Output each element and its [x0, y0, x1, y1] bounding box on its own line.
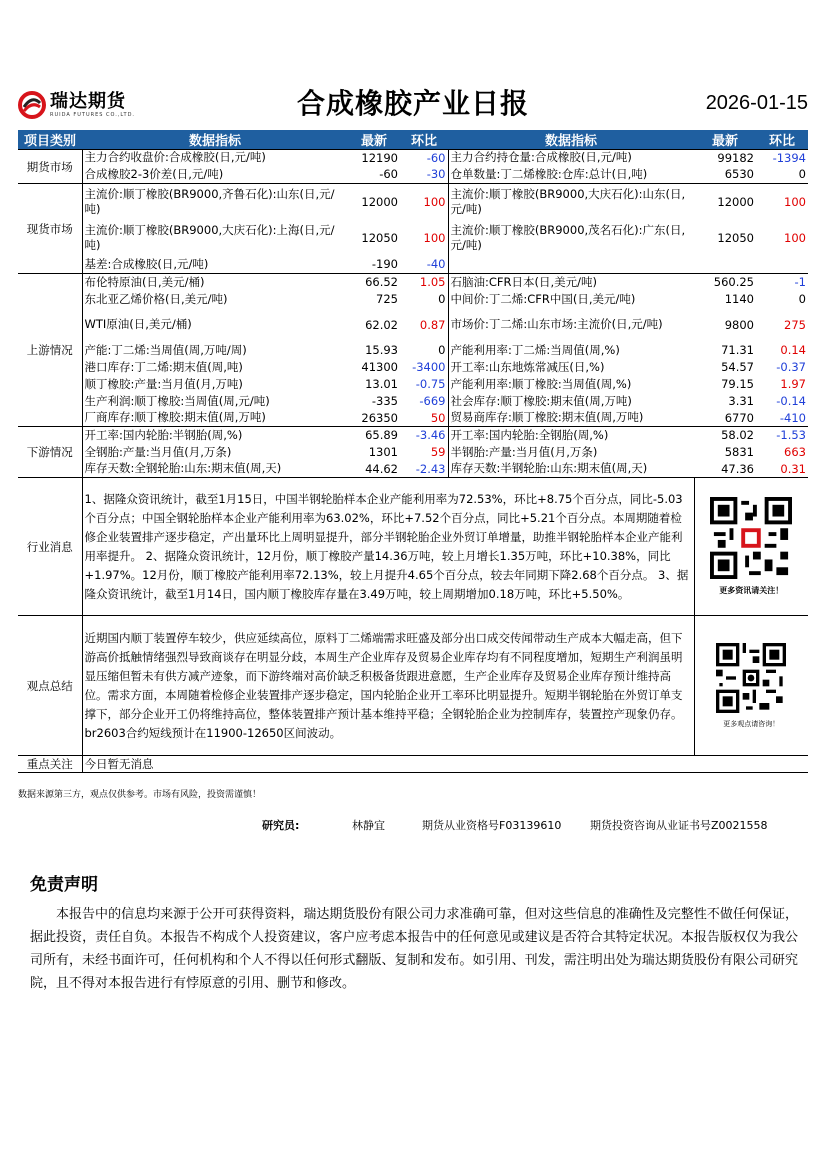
table-row [18, 756, 808, 773]
report-header [18, 82, 808, 124]
indicator-name: 主流价:顺丁橡胶(BR9000,大庆石化):山东(日,元/吨) [448, 184, 694, 220]
indicator-name: 基差:合成橡胶(日,元/吨) [84, 256, 209, 271]
change-value: -410 [779, 410, 806, 425]
section-label-upstream: 上游情况 [18, 274, 82, 427]
latest-value: 71.31 [721, 343, 754, 357]
indicator-name: 全钢胎:产量:当月值(月,万条) [84, 444, 232, 459]
latest-value: -335 [371, 394, 398, 408]
data-source-note: 数据来源第三方，观点仅供参考。市场有风险，投资需谨慎！ [18, 790, 262, 800]
indicator-name: 港口库存:丁二烯:期末值(周,吨) [84, 359, 243, 374]
table-row [18, 461, 808, 478]
change-value: 0 [400, 291, 448, 308]
researcher-label: 研究员: [262, 819, 300, 832]
latest-value: 54.57 [721, 360, 754, 374]
indicator-name: 市场价:丁二烯:山东市场:主流价(日,元/吨) [450, 317, 663, 331]
table-row [18, 291, 808, 308]
indicator-name: 顺丁橡胶:产量:当月值(月,万吨) [84, 376, 243, 391]
latest-value: 560.25 [694, 274, 756, 291]
report-title: 合成橡胶产业日报 [296, 87, 529, 120]
section-label-focus: 重点关注 [18, 756, 82, 773]
change-value: -3.46 [400, 427, 448, 444]
report-date: 2026-01-15 [705, 92, 808, 114]
researcher-name: 林静宜 [352, 819, 385, 832]
latest-value: -190 [371, 257, 398, 272]
change-value: 100 [400, 184, 448, 220]
indicator-name: 产能利用率:顺丁橡胶:当周值(周,%) [450, 376, 632, 391]
indicator-name: 贸易商库存:顺丁橡胶:期末值(周,万吨) [450, 410, 644, 425]
latest-value: 3.31 [728, 394, 754, 408]
logo-english-name: RUIDA FUTURES CO.,LTD. [50, 112, 136, 118]
latest-value: 12050 [717, 230, 754, 245]
latest-value: 44.62 [365, 461, 398, 476]
data-table [18, 130, 808, 773]
latest-value: 6530 [724, 167, 754, 182]
qr-caption-1: 更多资讯请关注！ [719, 586, 784, 595]
indicator-name: 社会库存:顺丁橡胶:期末值(周,万吨) [450, 393, 632, 408]
disclaimer-body: 本报告中的信息均来源于公开可获得资料，瑞达期货股份有限公司力求准确可靠，但对这些信息的准确性及完整性不做任何保证，据此投资，责任自负。本报告不构成个人投资建议，客户应考虑本报告中的任何意见或建议是否符合其特定状况。本报告版权仅为我公司所有，未经书面许可，任何机构和个人不得以任何形式翻版、复制和发布。如引用、刊发，需注明出处为瑞达期货股份有限公司研究院，且不得对本报告进行有悖原意的引用、删节和修改。 [30, 907, 798, 991]
change-value: 0 [798, 167, 806, 182]
latest-value: 12190 [348, 150, 400, 166]
table-row [18, 359, 808, 376]
table-row [18, 150, 808, 166]
change-value: 0.14 [780, 343, 806, 357]
section-label-view: 观点总结 [18, 616, 82, 756]
change-value: -1.53 [756, 427, 808, 444]
change-value: 100 [400, 220, 448, 256]
view-summary-text: 近期国内顺丁装置停车较少，供应延续高位，原料丁二烯端需求旺盛及部分出口成交传闻带动生产成本大幅走高，但下游高价抵触情绪强烈导致商谈存在明显分歧，本周生产企业库存及贸易企业库存均有不同程度增加，短期生产利润虽明显压缩但暂未有供方减产迹象，而下游终端对高价缺乏积极备货跟进意愿，生产企业库存及贸易企业库存预计维持高位。需求方面，本周随着检修企业装置排产逐步稳定，国内轮胎企业开工率环比明显提升。短期半钢轮胎在外贸订单支撑下，部分企业开工仍将维持高位，整体装置排产预计基本维持平稳；全钢轮胎企业为控制库存，装置控产现象仍存。br2603合约短线预计在11900-12650区间波动。 [82, 616, 694, 756]
latest-value: 1140 [724, 292, 754, 306]
indicator-name: 主流价:顺丁橡胶(BR9000,茂名石化):广东(日,元/吨) [450, 222, 686, 252]
latest-value: 12000 [694, 184, 756, 220]
indicator-name: 开工率:国内轮胎:全钢胎(周,%) [448, 427, 694, 444]
change-value: -0.75 [400, 376, 448, 393]
header-change: 环比 [400, 130, 448, 150]
latest-value: 41300 [361, 360, 398, 374]
table-row [18, 616, 808, 756]
change-value: 0 [400, 342, 448, 359]
latest-value: 62.02 [365, 317, 398, 332]
change-value: 275 [784, 317, 806, 332]
qr-code-1 [694, 478, 808, 616]
indicator-name: 产能:丁二烯:当周值(周,万吨/周) [84, 342, 247, 357]
latest-value: -60 [379, 167, 398, 182]
latest-value: 13.01 [365, 377, 398, 391]
header-change: 环比 [756, 130, 808, 150]
change-value: -669 [400, 393, 448, 410]
indicator-name: 产能利用率:丁二烯:当周值(周,%) [450, 342, 620, 357]
qr-code-icon [710, 497, 792, 579]
logo-chinese-name: 瑞达期货 [50, 91, 126, 112]
license-number-1: 期货从业资格号F03139610 [422, 819, 562, 832]
change-value: 59 [400, 444, 448, 461]
change-value: 100 [756, 184, 808, 220]
latest-value: 1301 [368, 445, 398, 459]
researcher-info [262, 817, 768, 833]
indicator-name: 主流价:顺丁橡胶(BR9000,大庆石化):上海(日,元/吨) [84, 222, 335, 252]
latest-value: 65.89 [348, 427, 400, 444]
header-indicator: 数据指标 [82, 130, 348, 150]
latest-value: 725 [376, 292, 398, 306]
latest-value: 9800 [724, 317, 754, 332]
latest-value: 26350 [361, 410, 398, 425]
table-row [18, 444, 808, 461]
change-value: 0.87 [400, 308, 448, 342]
latest-value: 12000 [348, 184, 400, 220]
table-row [18, 274, 808, 291]
change-value: -2.43 [400, 461, 448, 478]
latest-value: 47.36 [721, 461, 754, 476]
table-row [18, 220, 808, 256]
indicator-name: 东北亚乙烯价格(日,美元/吨) [84, 291, 228, 306]
indicator-name: 主流价:顺丁橡胶(BR9000,齐鲁石化):山东(日,元/吨) [82, 184, 348, 220]
indicator-name: WTI原油(日,美元/桶) [84, 317, 192, 331]
table-row [18, 342, 808, 359]
header-category: 项目类别 [18, 130, 82, 150]
table-row [18, 410, 808, 427]
header-latest: 最新 [348, 130, 400, 150]
indicator-name: 开工率:山东地炼常减压(日,%) [450, 359, 605, 374]
change-value: -1 [756, 274, 808, 291]
latest-value: 6770 [724, 410, 754, 425]
change-value: -1394 [756, 150, 808, 166]
indicator-name: 主力合约收盘价:合成橡胶(日,元/吨) [82, 150, 348, 166]
indicator-name: 库存天数:全钢轮胎:山东:期末值(周,天) [84, 461, 282, 476]
latest-value: 79.15 [721, 377, 754, 391]
indicator-name: 石脑油:CFR日本(日,美元/吨) [448, 274, 694, 291]
latest-value: 99182 [694, 150, 756, 166]
table-row [18, 256, 808, 274]
change-value: 1.97 [780, 377, 806, 391]
change-value: 0 [798, 292, 806, 306]
change-value: 663 [784, 445, 806, 459]
indicator-name: 生产利润:顺丁橡胶:当周值(周,元/吨) [84, 393, 270, 408]
change-value: 50 [400, 410, 448, 427]
change-value: -3400 [400, 359, 448, 376]
latest-value: 5831 [724, 445, 754, 459]
change-value: -0.37 [776, 360, 806, 374]
table-row [18, 376, 808, 393]
change-value: -60 [400, 150, 448, 166]
indicator-name: 中间价:丁二烯:CFR中国(日,美元/吨) [450, 291, 636, 306]
indicator-name: 半钢胎:产量:当月值(月,万条) [450, 444, 598, 459]
change-value: 0.31 [780, 461, 806, 476]
indicator-name: 主力合约持仓量:合成橡胶(日,元/吨) [448, 150, 694, 166]
section-label-downstream: 下游情况 [18, 427, 82, 478]
change-value: -40 [400, 256, 448, 274]
indicator-name: 厂商库存:顺丁橡胶:期末值(周,万吨) [84, 410, 266, 425]
table-row [18, 166, 808, 184]
header-indicator: 数据指标 [448, 130, 694, 150]
table-row [18, 393, 808, 410]
industry-news-text: 1、据隆众资讯统计，截至1月15日，中国半钢轮胎样本企业产能利用率为72.53%，环比+8.75个百分点，同比-5.03个百分点；中国全钢轮胎样本企业产能利用率为63.02%，环比+7.52个百分点，同比+5.21个百分点。本周期随着检修企业装置排产逐步稳定，产出量环比上周明显提升，部分半钢轮胎企业外贸订单增量，助推半钢轮胎样本企业产能利用率提升。 2、据隆众资讯统计，12月份，顺丁橡胶产量14.36万吨，较上月增长1.35万吨，环比+10.38%，同比+1.97%。12月份，顺丁橡胶产能利用率72.13%，较上月提升4.65个百分点，较去年同期下降2.68个百分点。 3、据隆众资讯统计，截至1月14日，国内顺丁橡胶库存量在3.49万吨，较上周期增加0.18万吨，环比+5.50%。 [82, 478, 694, 616]
disclaimer-title: 免责声明 [30, 875, 98, 895]
qr-code-icon [716, 643, 786, 713]
section-label-futures: 期货市场 [18, 150, 82, 184]
change-value: 100 [784, 230, 806, 245]
indicator-name: 库存天数:半钢轮胎:山东:期末值(周,天) [450, 461, 648, 476]
section-label-spot: 现货市场 [18, 184, 82, 274]
latest-value: 12050 [361, 230, 398, 245]
latest-value: 58.02 [694, 427, 756, 444]
indicator-name: 开工率:国内轮胎:半钢胎(周,%) [82, 427, 348, 444]
table-row [18, 184, 808, 220]
indicator-name: 布伦特原油(日,美元/桶) [82, 274, 348, 291]
focus-text: 今日暂无消息 [82, 756, 808, 773]
header-latest: 最新 [694, 130, 756, 150]
latest-value: 15.93 [365, 343, 398, 357]
change-value: -0.14 [776, 394, 806, 408]
license-number-2: 期货投资咨询从业证书号Z0021558 [590, 819, 768, 832]
table-row [18, 308, 808, 342]
section-label-news: 行业消息 [18, 478, 82, 616]
table-row [18, 478, 808, 616]
indicator-name: 仓单数量:丁二烯橡胶:仓库:总计(日,吨) [450, 166, 648, 181]
change-value: 1.05 [400, 274, 448, 291]
latest-value: 66.52 [348, 274, 400, 291]
change-value: -30 [400, 166, 448, 184]
indicator-name: 合成橡胶2-3价差(日,元/吨) [84, 166, 224, 181]
table-row [18, 427, 808, 444]
table-header-row [18, 130, 808, 150]
qr-caption-2: 更多观点请咨询！ [723, 719, 780, 728]
qr-code-2 [694, 616, 808, 756]
